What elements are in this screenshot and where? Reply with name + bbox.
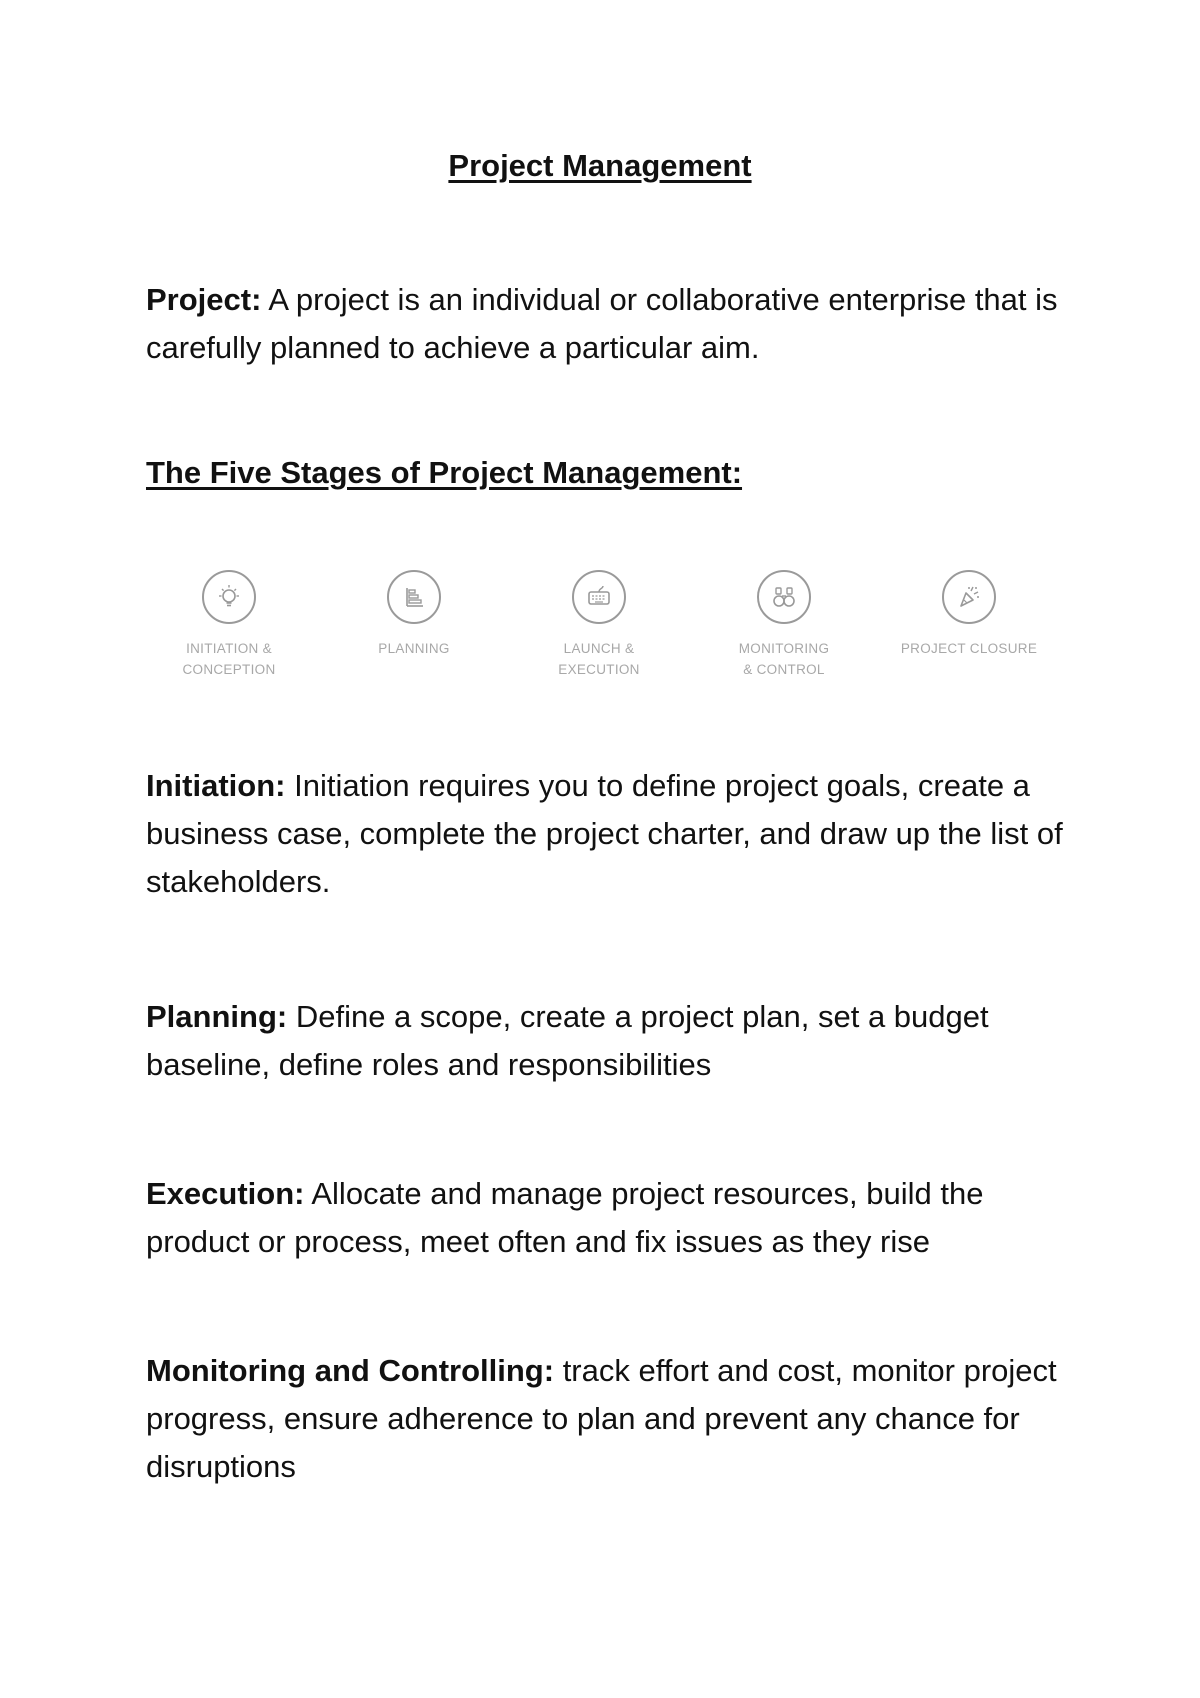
stage-monitoring — [699, 570, 869, 680]
project-definition — [146, 276, 1066, 372]
binoculars-icon — [757, 570, 811, 624]
stage-label: MONITORING & CONTROL — [738, 641, 830, 677]
party-popper-icon — [942, 570, 996, 624]
gantt-chart-icon — [387, 570, 441, 624]
execution-description — [146, 1170, 1066, 1266]
keyboard-icon — [572, 570, 626, 624]
stages-heading: The Five Stages of Project Management: — [146, 455, 743, 490]
planning-term: Planning: — [146, 999, 288, 1034]
initiation-term: Initiation: — [146, 768, 286, 803]
stage-launch — [514, 570, 684, 680]
stage-planning — [329, 570, 499, 659]
execution-term: Execution: — [146, 1176, 305, 1211]
stage-initiation — [144, 570, 314, 680]
page-title: Project Management — [448, 148, 752, 183]
planning-text: Define a scope, create a project plan, set a budget baseline, define roles and responsibilities — [146, 999, 989, 1082]
monitoring-description — [146, 1347, 1066, 1491]
monitoring-text: track effort and cost, monitor project progress, ensure adherence to plan and prevent any chance for disruptions — [146, 1353, 1057, 1484]
stages-diagram — [144, 570, 1080, 690]
project-text: A project is an individual or collaborative enterprise that is carefully planned to achieve a particular aim. — [146, 282, 1058, 365]
initiation-text: Initiation requires you to define project goals, create a business case, complete the project charter, and draw up the list of stakeholders. — [146, 768, 1063, 899]
stage-closure — [884, 570, 1054, 659]
execution-text: Allocate and manage project resources, build the product or process, meet often and fix issues as they rise — [146, 1176, 984, 1259]
stage-label: LAUNCH & EXECUTION — [558, 641, 640, 677]
project-term: Project: — [146, 282, 262, 317]
lightbulb-icon — [202, 570, 256, 624]
monitoring-term: Monitoring and Controlling: — [146, 1353, 555, 1388]
planning-description — [146, 993, 1066, 1089]
stage-label: PLANNING — [378, 641, 450, 656]
stage-label: PROJECT CLOSURE — [900, 641, 1038, 656]
stage-label: INITIATION & CONCEPTION — [182, 641, 276, 677]
initiation-description — [146, 762, 1066, 906]
